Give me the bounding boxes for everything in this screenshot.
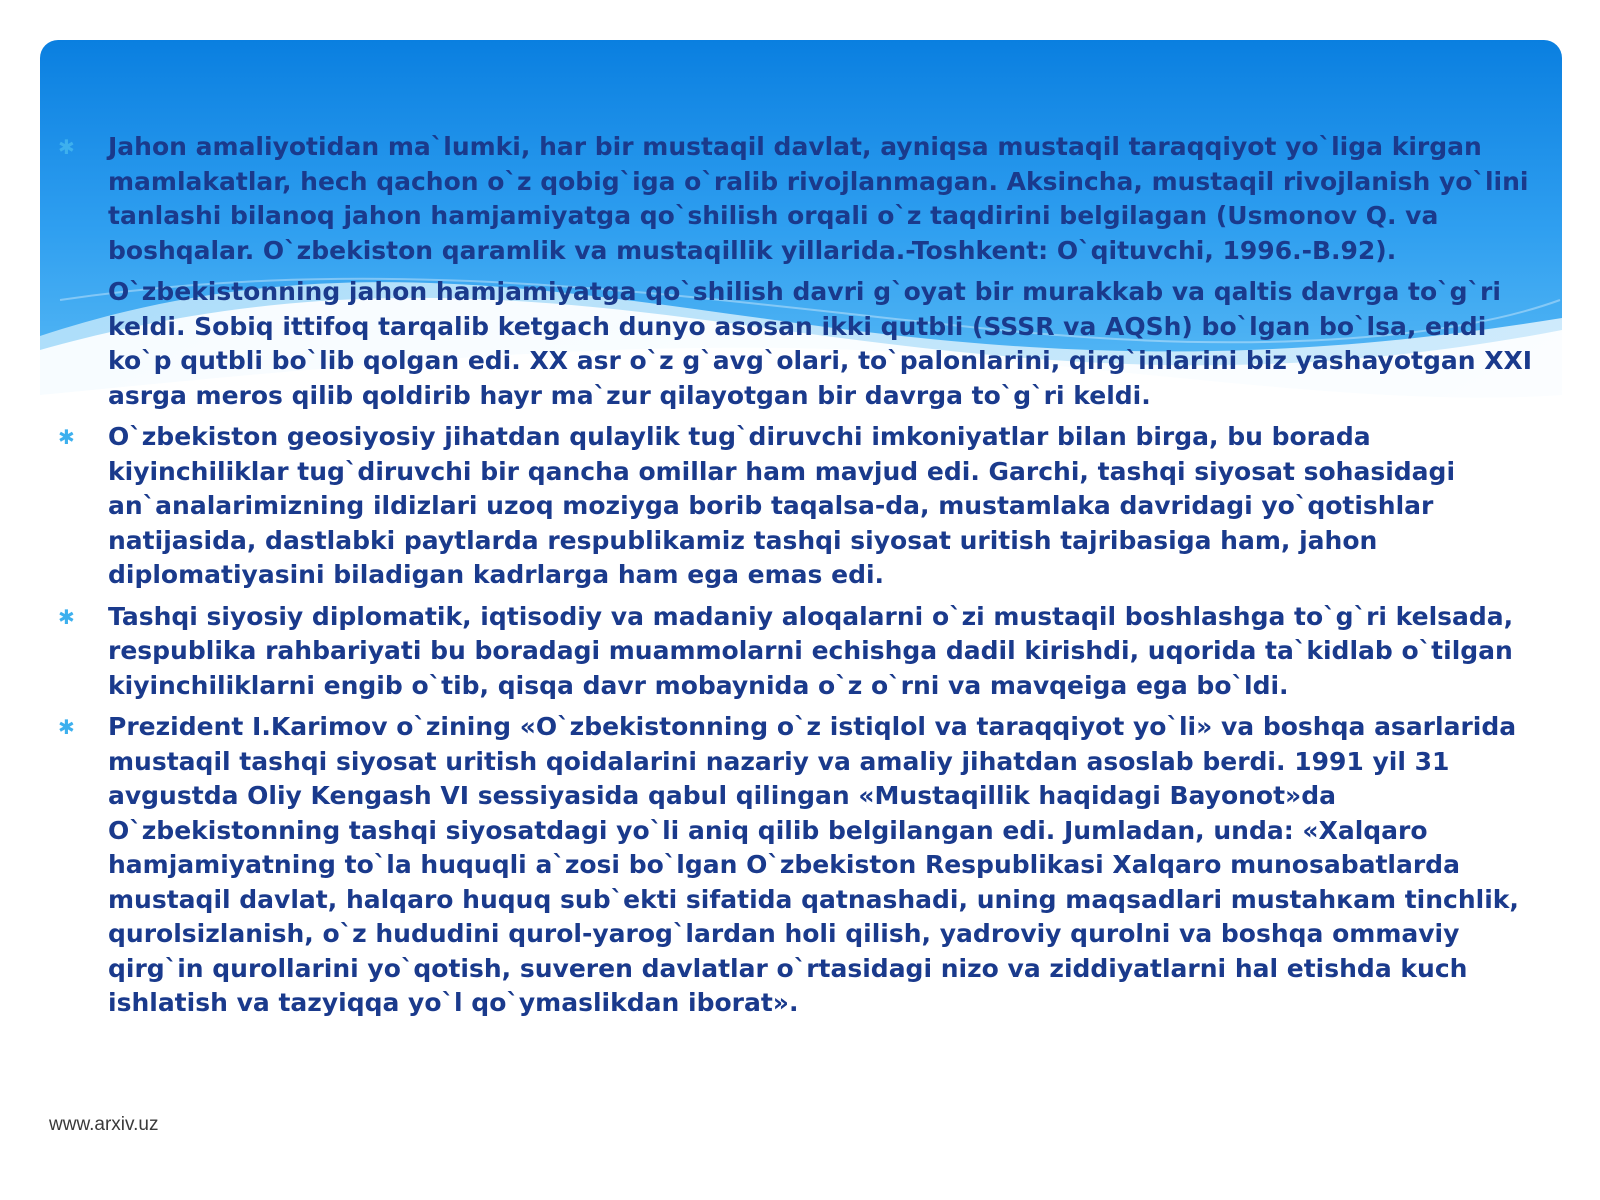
paragraph-5-text: Prezident I.Karimov o`zining «O`zbekistonning o`z istiqlol va taraqqiyot yo`li» va boshqa asarlarida mustaqil tashqi siyosat uritish qoidalarini nazariy va amaliy jihatdan asoslab berdi. 1991 yil 31 avgustda Oliy Kengash VI sessiyasida qabul qilingan «Mustaqillik haqidagi Bayonot»da O`zbekistonning tashqi siyosatdagi yo`li aniq qilib belgilangan edi. Jumladan, unda: «Xalqaro hamjamiyatning to`la huquqli a`zosi bo`lgan O`zbekiston Respublikasi Xalqaro munosabatlarda mustaqil davlat, halqaro huquq sub`ekti sifatida qatnashadi, uning maqsadlari mustahкam tinchlik, qurolsizlanish, o`z hududini qurol-yarog`lardan holi qilish, yadroviy qurolni va boshqa ommaviy qirg`in qurollarini yo`qotish, suveren davlatlar o`rtasidagi nizo va ziddiyatlarni hal etishda kuch ishlatish va tazyiqqa yo`l qo`ymaslikdan iborat». bbox=[108, 712, 1519, 1017]
asterisk-bullet-icon: ✱ bbox=[58, 135, 75, 159]
paragraph-1-text: Jahon amaliyotidan ma`lumki, har bir mustaqil davlat, ayniqsa mustaqil taraqqiyot yo`liga kirgan mamlakatlar, hech qachon o`z qobig`iga o`ralib rivojlanmagan. Aksincha, mustaqil rivojlanish yo`lini tanlashi bilanoq jahon hamjamiyatga qo`shilish orqali o`z taqdirini belgilagan (Usmonov Q. va boshqalar. O`zbekiston qaramlik va mustaqillik yillarida.-Toshkent: O`qituvchi, 1996.-B.92). bbox=[108, 132, 1529, 265]
paragraph-4-text: Tashqi siyosiy diplomatik, iqtisodiy va madaniy aloqalarni o`zi mustaqil boshlashga to`g`ri kelsada, respublika rahbariyati bu boradagi muammolarni echishga dadil kirishdi, uqorida ta`kidlab o`tilgan kiyinchiliklarni engib o`tib, qisqa davr mobaynida o`z o`rni va mavqeiga ega bo`ldi. bbox=[108, 601, 1514, 700]
asterisk-bullet-icon: ✱ bbox=[58, 425, 75, 449]
paragraph-2 bbox=[50, 275, 1540, 413]
asterisk-bullet-icon: ✱ bbox=[58, 715, 75, 739]
paragraph-5 bbox=[50, 710, 1540, 1021]
paragraph-3 bbox=[50, 420, 1540, 593]
footer-site-link[interactable]: www.arxiv.uz bbox=[49, 1114, 159, 1135]
paragraph-2-text: O`zbekistonning jahon hamjamiyatga qo`shilish davri g`oyat bir murakkab va qaltis davrga to`g`ri keldi. Sobiq ittifoq tarqalib ketgach dunyo asosan ikki qutbli (SSSR va AQSh) bo`lgan bo`lsa, endi ko`p qutbli bo`lib qolgan edi. XX asr o`z g`avg`olari, to`palonlarini, qirg`inlarini biz yashayotgan XXI asrga meros qilib qoldirib hayr ma`zur qilayotgan bir davrga to`g`ri keldi. bbox=[108, 277, 1533, 410]
paragraph-1 bbox=[50, 130, 1540, 268]
paragraph-3-text: O`zbekiston geosiyosiy jihatdan qulaylik tug`diruvchi imkoniyatlar bilan birga, bu borada kiyinchiliklar tug`diruvchi bir qancha omillar ham mavjud edi. Garchi, tashqi siyosat sohasidagi an`analarimizning ildizlari uzoq moziyga borib taqalsa-da, mustamlaka davridagi yo`qotishlar natijasida, dastlabki paytlarda respublikamiz tashqi siyosat uritish tajribasiga ham, jahon diplomatiyasini biladigan kadrlarga ham ega emas edi. bbox=[108, 422, 1456, 589]
paragraph-4 bbox=[50, 600, 1540, 704]
slide-content bbox=[50, 130, 1540, 1028]
asterisk-bullet-icon: ✱ bbox=[58, 604, 75, 629]
